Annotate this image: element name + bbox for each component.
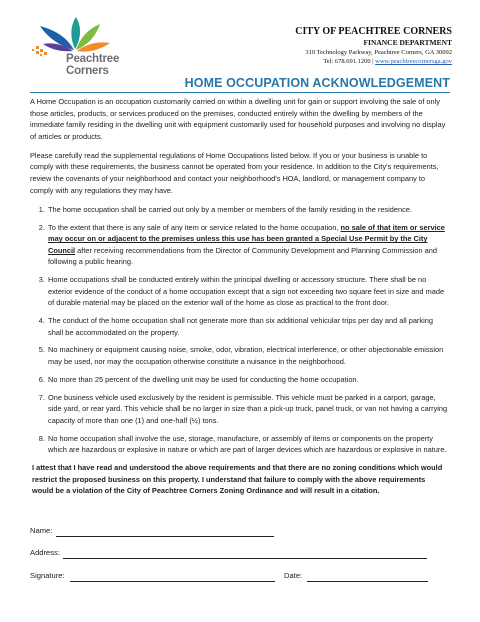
regulation-2-text-a: To the extent that there is any sale of any item or service related to the home occupation,: [48, 222, 341, 232]
signature-label: Signature:: [30, 571, 65, 580]
regulation-2-text-c: after receiving recommendations from the Director of Community Development and Planning Commission and following a public hearing.: [48, 245, 438, 267]
regulation-2-emphasis: no sale of that item or service may occur on or adjacent to the premises unless this use has been granted a Special Use Permit by the City Council: [48, 222, 445, 255]
regulation-item: 6. No more than 25 percent of the dwelling unit may be used for conducting the home occupation.: [47, 374, 450, 386]
address-field[interactable]: [30, 548, 430, 560]
date-input-line[interactable]: [307, 581, 428, 582]
regulation-item: [47, 222, 450, 268]
letterhead: [242, 26, 452, 66]
intro-paragraph-1: A Home Occupation is an occupation customarily carried on within a dwelling unit for gain or support involving the sale of only those articles, products, or services produced on the premises, conducted entirely within the dwelling by members of the immediate family residing in the dwelling unit with equipment customarily used for household purposes and involving no display of articles or products.: [30, 97, 446, 141]
department-name: FINANCE DEPARTMENT: [363, 38, 452, 47]
regulation-item: 3. Home occupations shall be conducted entirely within the principal dwelling or accessory structure. There shall be no exterior evidence of the conduct of a home occupation except that a sign not exceeding two square feet in size and made of durable material may be placed on the exterior wall of the home as close as practical to the front door.: [47, 274, 450, 309]
logo-text-line1: Peachtree: [66, 53, 120, 65]
address-input-line[interactable]: [63, 558, 427, 559]
contact-line: [242, 57, 452, 66]
name-input-line[interactable]: [56, 536, 274, 537]
department-address: 310 Technology Parkway, Peachtree Corners, GA 30092: [305, 49, 452, 56]
date-label: Date:: [284, 571, 303, 580]
city-name: CITY OF PEACHTREE CORNERS: [295, 26, 452, 37]
regulation-item: 7. One business vehicle used exclusively by the resident is permissible. This vehicle must be parked in a carport, garage, side yard, or rear yard. This vehicle shall be no larger in size than a pick-up truck, panel truck, or van not having a carrying capacity of more than one (1) and one-half (½) tons.: [47, 392, 450, 427]
page-title: HOME OCCUPATION ACKNOWLEDGEMENT: [184, 76, 450, 90]
name-field[interactable]: [30, 526, 280, 538]
document-body: [30, 96, 450, 504]
regulation-item: 8. No home occupation shall involve the use, storage, manufacture, or assembly of items or components on the property which are hazardous or explosive in nature or which are part of larger devices which are hazardous or explosive in nature.: [47, 433, 450, 456]
logo-text-line2: Corners: [66, 65, 109, 77]
name-label: Name:: [30, 526, 53, 535]
signature-input-line[interactable]: [70, 581, 275, 582]
regulation-item: 1. The home occupation shall be carried out only by a member or members of the family residing in the residence.: [47, 204, 450, 216]
address-label: Address:: [30, 548, 60, 557]
city-logo: [30, 16, 130, 78]
separator: |: [370, 58, 376, 65]
regulation-item: 4. The conduct of the home occupation shall not generate more than six additional vehicular trips per day and all parking shall be accommodated on the property.: [47, 315, 450, 338]
attestation-statement: I attest that I have read and understood the above requirements and that there are no zoning conditions which would restrict the proposed business on this property. I understand that failure to comply with the above requirements would be a violation of the City of Peachtree Corners Zoning Ordinance and will result in a citation.: [32, 462, 443, 496]
website-link[interactable]: www.peachtreecornersga.gov: [375, 58, 452, 65]
date-field[interactable]: [284, 571, 432, 583]
phone-number: Tel: 678.691.1200: [323, 58, 371, 65]
regulations-list: [30, 204, 450, 456]
intro-paragraph-2: Please carefully read the supplemental regulations of Home Occupations listed below. If you or your business is unable to comply with these requirements, the business cannot be operated from your residence. In addition to the City's requirements, review the covenants of your neighborhood and contact your neighborhood's HOA, landlord, or management company to comply with any regulations they may have.: [30, 150, 439, 195]
leaf-mark-icon: [30, 16, 130, 56]
title-divider: [30, 92, 450, 93]
signature-field[interactable]: [30, 571, 280, 583]
regulation-item: 5. No machinery or equipment causing noise, smoke, odor, vibration, electrical interference, or other objectionable emission may be used, nor may the occupation otherwise constitute a nuisance in the neighborhood.: [47, 344, 450, 367]
